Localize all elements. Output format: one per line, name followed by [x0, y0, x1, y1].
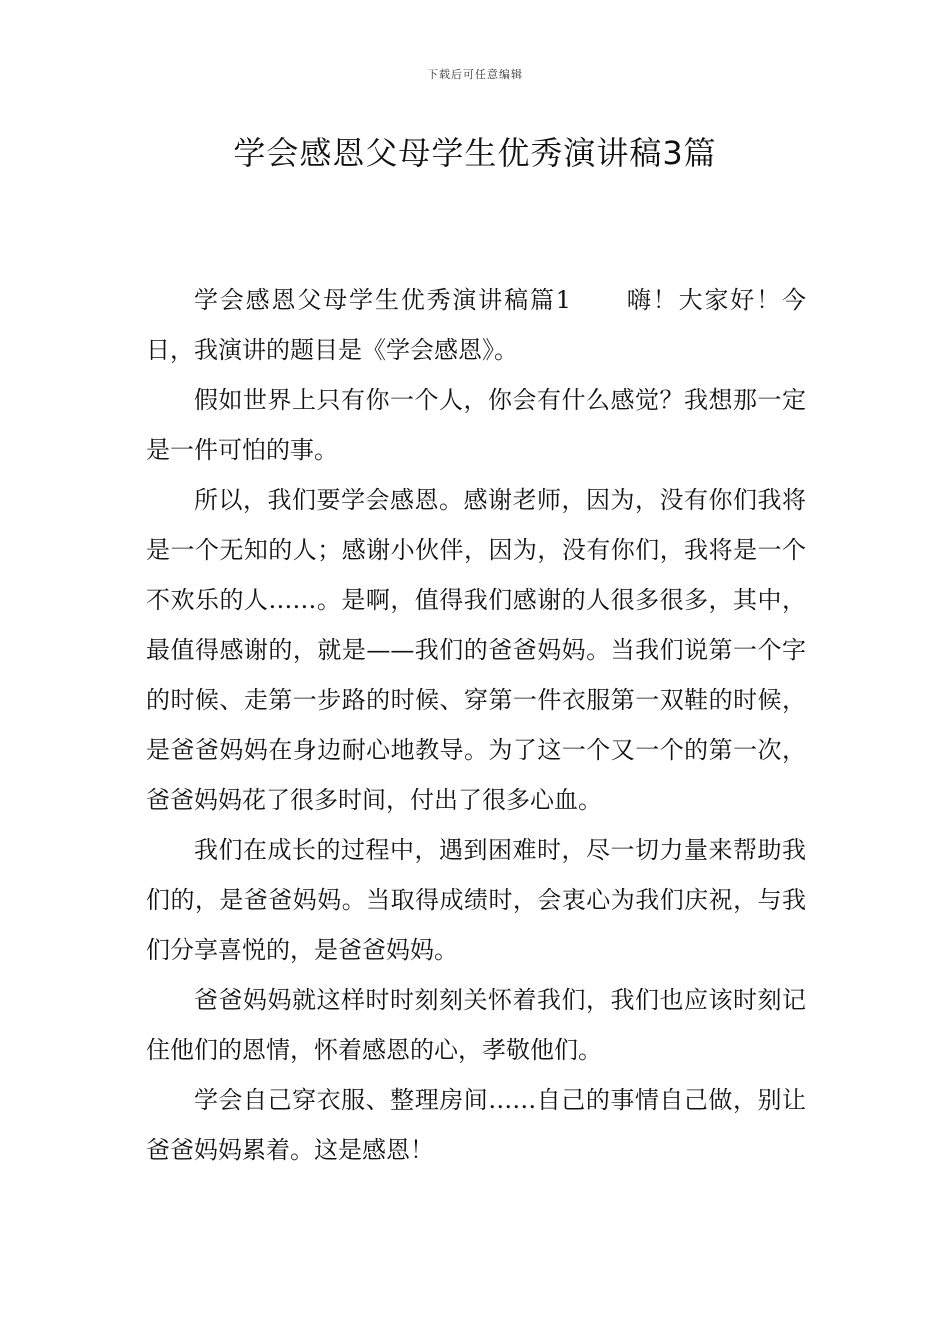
paragraph-5: 爸爸妈妈就这样时时刻刻关怀着我们，我们也应该时刻记住他们的恩情，怀着感恩的心，孝敬他们。	[146, 986, 806, 1064]
paragraph-3: 所以，我们要学会感恩。感谢老师，因为，没有你们我将是一个无知的人；感谢小伙伴，因为，没有你们，我将是一个不欢乐的人……。是啊，值得我们感谢的人很多很多，其中，最值得感谢的，就是——我们的爸爸妈妈。当我们说第一个字的时候、走第一步路的时候、穿第一件衣服第一双鞋的时候，是爸爸妈妈在身边耐心地教导。为了这一个又一个的第一次，爸爸妈妈花了很多时间，付出了很多心血。	[146, 486, 806, 814]
header-note: 下载后可任意编辑	[427, 68, 523, 81]
paragraph-4: 我们在成长的过程中，遇到困难时，尽一切力量来帮助我们的，是爸爸妈妈。当取得成绩时，会衷心为我们庆祝，与我们分享喜悦的，是爸爸妈妈。	[146, 836, 806, 964]
section-heading: 学会感恩父母学生优秀演讲稿篇1	[194, 286, 572, 314]
document-body	[146, 275, 806, 1175]
paragraph-1	[146, 275, 806, 375]
paragraph-2: 假如世界上只有你一个人，你会有什么感觉？我想那一定是一件可怕的事。	[146, 386, 806, 464]
paragraph-1-text: 嗨！大家好！今日，我演讲的题目是《学会感恩》。	[146, 286, 806, 364]
paragraph-6: 学会自己穿衣服、整理房间……自己的事情自己做，别让爸爸妈妈累着。这是感恩！	[146, 1086, 806, 1164]
document-title: 学会感恩父母学生优秀演讲稿3篇	[233, 134, 717, 172]
